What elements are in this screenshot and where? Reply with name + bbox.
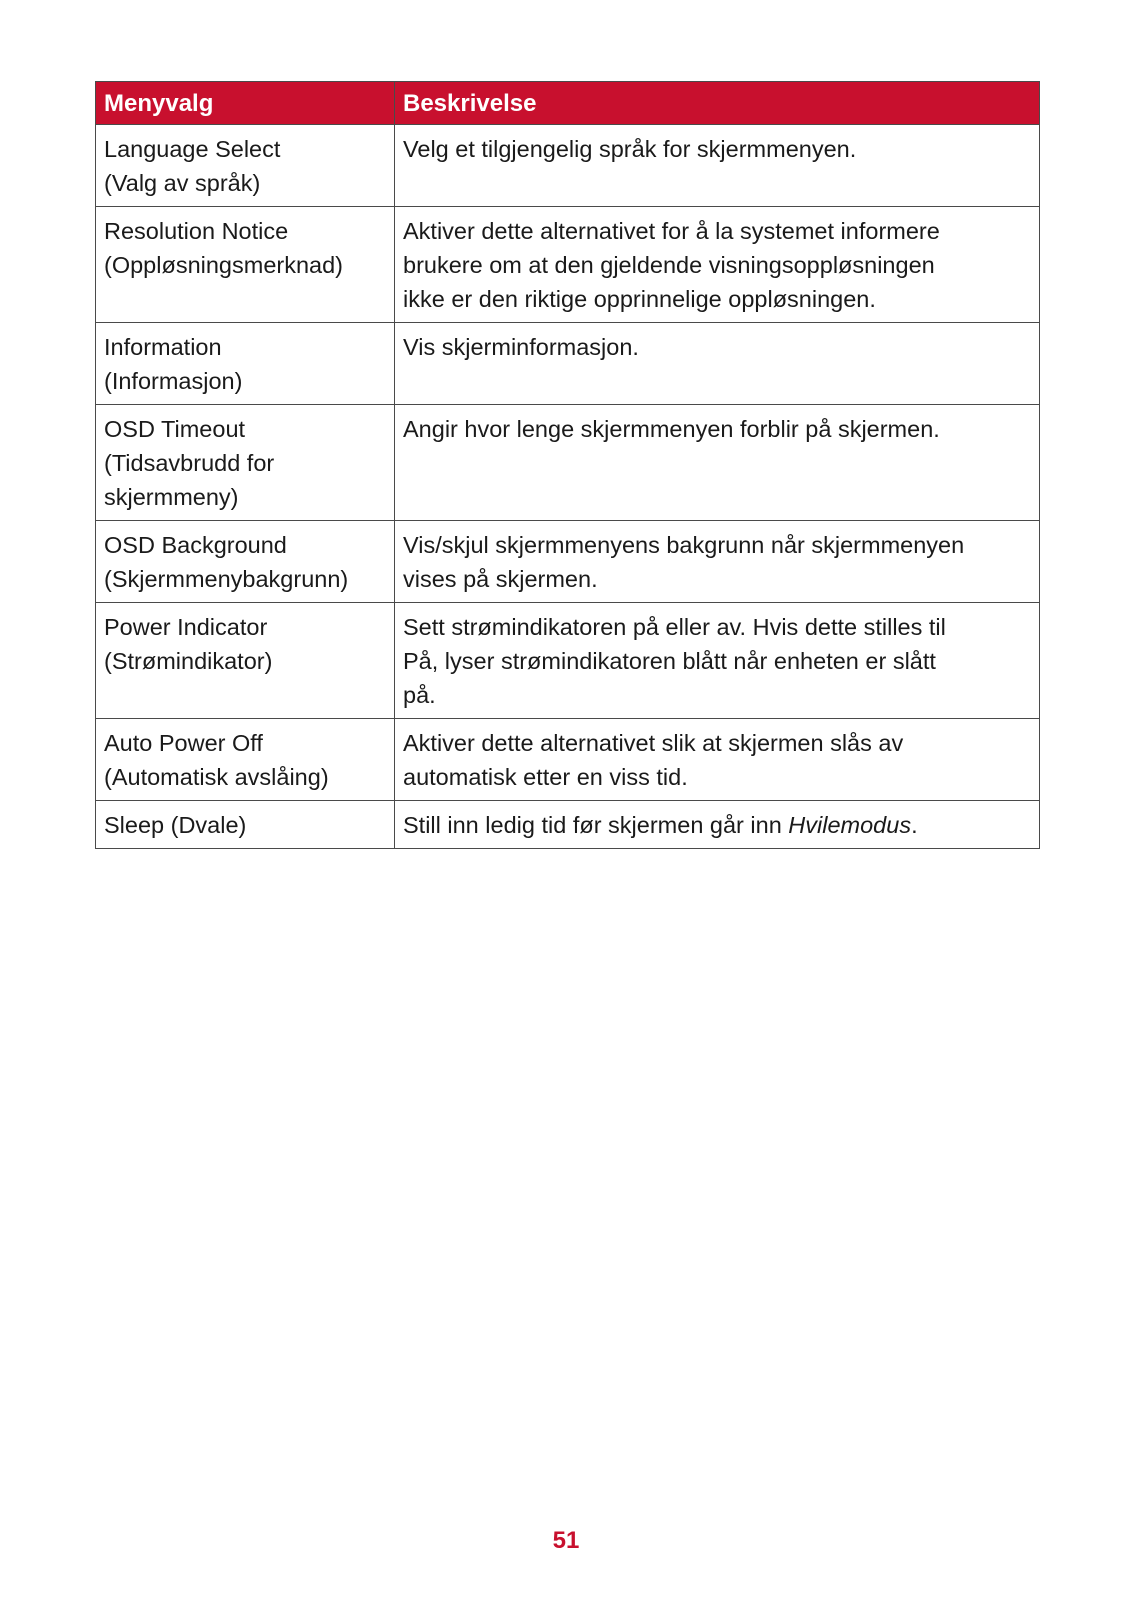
menu-cell [96,521,395,603]
menu-cell [96,719,395,801]
description-line [403,808,1031,842]
menu-cell [96,207,395,323]
description-cell [395,405,1040,521]
menu-label-translation: (Tidsavbrudd for [104,450,275,476]
description-line: Angir hvor lenge skjermmenyen forblir på skjermen. [403,416,940,442]
menu-cell [96,323,395,405]
menu-cell [96,801,395,849]
description-cell [395,207,1040,323]
description-line: Sett strømindikatoren på eller av. Hvis dette stilles til [403,614,946,640]
table-row [96,801,1040,849]
menu-label: Sleep (Dvale) [104,812,247,838]
description-line: vises på skjermen. [403,566,598,592]
menu-cell [96,405,395,521]
page-number: 51 [552,1527,580,1554]
header-menu-option: Menyvalg [96,82,395,125]
menu-options-table [95,81,1040,849]
menu-label-translation: (Valg av språk) [104,170,261,196]
description-cell [395,521,1040,603]
description-cell [395,323,1040,405]
table-row [96,207,1040,323]
menu-label-translation: (Automatisk avslåing) [104,764,329,790]
description-line: Vis/skjul skjermmenyens bakgrunn når skjermmenyen [403,532,965,558]
description-emphasis: Hvilemodus [788,812,912,838]
menu-label: Information [104,334,222,360]
menu-label: OSD Background [104,532,287,558]
menu-label: OSD Timeout [104,416,246,442]
table-row [96,521,1040,603]
menu-label-translation: (Strømindikator) [104,648,273,674]
table-row [96,323,1040,405]
description-cell [395,801,1040,849]
table-row [96,719,1040,801]
description-line: ikke er den riktige opprinnelige oppløsningen. [403,286,876,312]
description-line: Aktiver dette alternativet for å la systemet informere [403,218,940,244]
description-text-end: . [911,812,918,838]
menu-cell [96,125,395,207]
description-cell [395,719,1040,801]
description-text: Still inn ledig tid før skjermen går inn [403,812,789,838]
description-line: brukere om at den gjeldende visningsoppløsningen [403,252,935,278]
description-line: Velg et tilgjengelig språk for skjermmenyen. [403,136,857,162]
table-row [96,405,1040,521]
description-cell [395,603,1040,719]
menu-label-translation: (Skjermmenybakgrunn) [104,566,349,592]
menu-label: Resolution Notice [104,218,289,244]
description-cell [395,125,1040,207]
menu-label-translation: (Oppløsningsmerknad) [104,252,344,278]
table-row [96,125,1040,207]
menu-cell [96,603,395,719]
menu-label-translation: (Informasjon) [104,368,243,394]
menu-label: Power Indicator [104,614,268,640]
menu-label: Language Select [104,136,281,162]
table-row [96,603,1040,719]
table-header-row [96,82,1040,125]
description-line: Aktiver dette alternativet slik at skjermen slås av [403,730,904,756]
header-description: Beskrivelse [395,82,1040,125]
description-line: Vis skjerminformasjon. [403,334,639,360]
description-line: automatisk etter en viss tid. [403,764,688,790]
menu-label: Auto Power Off [104,730,263,756]
description-line: På, lyser strømindikatoren blått når enheten er slått [403,648,936,674]
description-line: på. [403,682,436,708]
menu-label-translation: skjermmeny) [104,484,239,510]
